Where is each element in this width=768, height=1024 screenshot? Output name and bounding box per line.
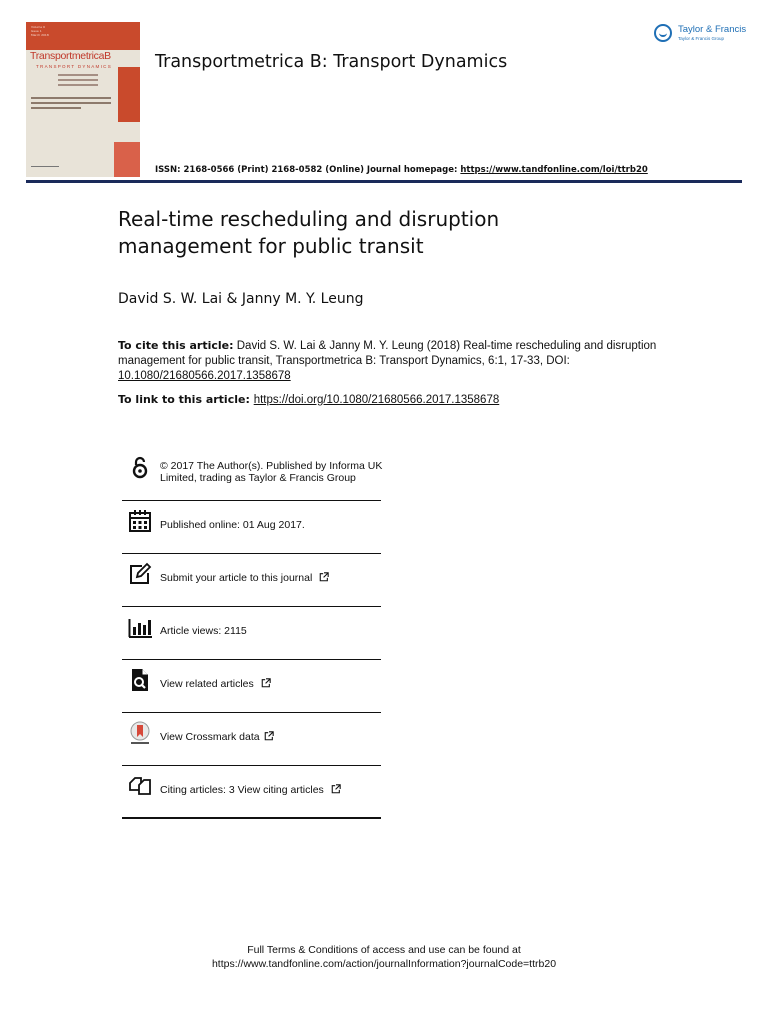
published-row: [122, 501, 381, 554]
journal-homepage-link[interactable]: https://www.tandfonline.com/loi/ttrb20: [460, 165, 648, 175]
article-link-line: [118, 393, 499, 406]
citing-icon: [128, 774, 152, 798]
citation-doi-link[interactable]: 10.1080/21680566.2017.1358678: [118, 370, 291, 382]
cover-stripe-lower: [114, 142, 140, 177]
publisher-logo[interactable]: [654, 22, 750, 48]
calendar-icon: [128, 509, 152, 533]
related-articles-label: View related articles: [160, 678, 254, 690]
citing-articles-link[interactable]: [160, 784, 341, 796]
submit-article-label: Submit your article to this journal: [160, 572, 313, 584]
citing-articles-label: Citing articles: 3 View citing articles: [160, 784, 324, 796]
bar-chart-icon: [128, 615, 152, 639]
journal-cover-image: [26, 22, 140, 177]
article-link-label: To link to this article:: [118, 393, 254, 406]
cover-band-text: Volume 6 Issue 1 March 2018: [31, 25, 49, 37]
citation-text: David S. W. Lai & Janny M. Y. Leung (2018) Real-time rescheduling and disruption management for public transit, Transportmetrica B: Transport Dynamics, 6:1, 17-33, DOI:: [118, 340, 657, 367]
published-date: Published online: 01 Aug 2017.: [160, 519, 305, 531]
external-link-icon: [331, 784, 341, 794]
cover-subtitle: TRANSPORT DYNAMICS: [36, 64, 112, 69]
publisher-logo-group: Taylor & Francis Group: [678, 36, 725, 41]
related-articles-row[interactable]: [122, 660, 381, 713]
article-authors[interactable]: David S. W. Lai & Janny M. Y. Leung: [118, 291, 364, 307]
header-divider: [26, 180, 742, 183]
external-link-icon: [264, 731, 274, 741]
cover-decoration: [58, 74, 98, 89]
publisher-logo-name: Taylor & Francis: [678, 24, 747, 35]
terms-line: Full Terms & Conditions of access and use can be found at: [247, 944, 521, 956]
external-link-icon: [319, 572, 329, 582]
open-access-row: [122, 450, 381, 501]
citing-articles-row[interactable]: [122, 766, 381, 819]
taylor-francis-logo-icon: [654, 24, 672, 42]
cover-issue-lines: [31, 97, 111, 112]
citation-label: To cite this article:: [118, 339, 234, 352]
crossmark-icon: [128, 721, 152, 745]
article-views-row: [122, 607, 381, 660]
issn-line: [155, 165, 648, 175]
citation-block: [118, 338, 658, 384]
edit-icon: [128, 562, 152, 586]
terms-footer: [0, 943, 768, 971]
journal-title[interactable]: Transportmetrica B: Transport Dynamics: [155, 52, 508, 72]
issn-text: ISSN: 2168-0566 (Print) 2168-0582 (Online) Journal homepage:: [155, 165, 461, 175]
crossmark-link[interactable]: [160, 731, 274, 743]
crossmark-label: View Crossmark data: [160, 731, 260, 743]
external-link-icon: [261, 678, 271, 688]
cover-stripe: [118, 67, 140, 122]
cover-publisher-mark: [31, 166, 59, 171]
crossmark-row[interactable]: [122, 713, 381, 766]
open-access-text: © 2017 The Author(s). Published by Informa UK Limited, trading as Taylor & Francis Group: [160, 460, 383, 484]
article-title: Real-time rescheduling and disruption management for public transit: [118, 207, 500, 258]
article-views-text: Article views: 2115: [160, 625, 247, 637]
cover-title: TransportmetricaB: [30, 50, 111, 62]
related-articles-link[interactable]: [160, 678, 271, 690]
submit-article-row[interactable]: [122, 554, 381, 607]
terms-url-link[interactable]: https://www.tandfonline.com/action/journalInformation?journalCode=ttrb20: [211, 958, 557, 970]
article-doi-link[interactable]: https://doi.org/10.1080/21680566.2017.1358678: [253, 394, 500, 406]
open-access-icon: [128, 456, 152, 480]
search-document-icon: [128, 668, 152, 692]
article-info-list: [122, 450, 381, 819]
submit-article-link[interactable]: [160, 572, 329, 584]
